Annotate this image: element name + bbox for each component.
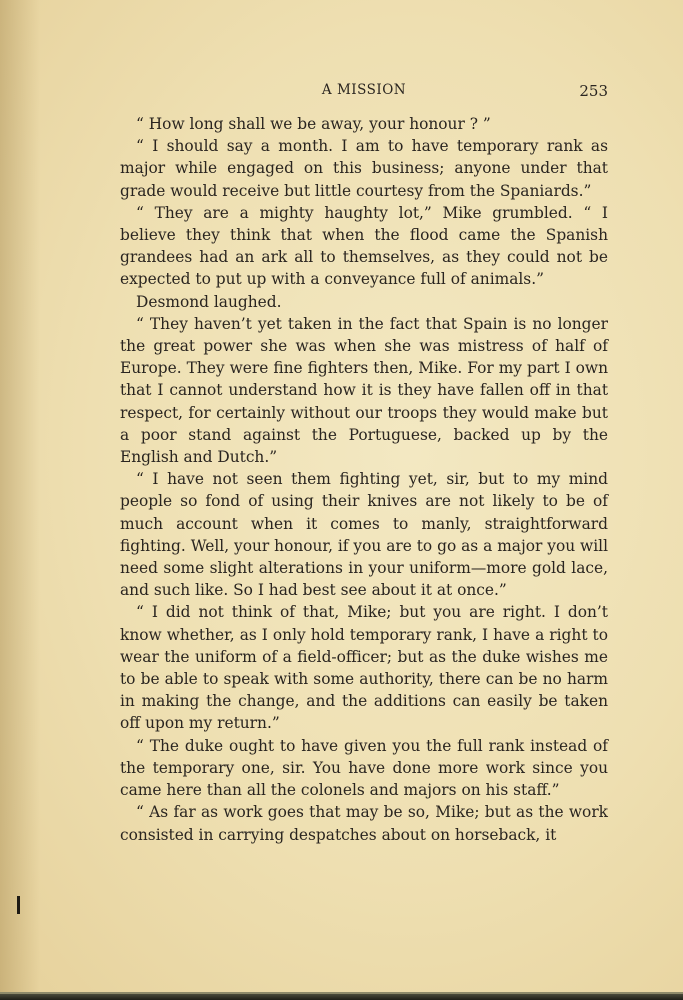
paragraph: “ I have not seen them fighting yet, sir, but to my mind people so fond of using their knives are not likely to be of much account when it comes to manly, straightforward fighting. Well, your honour, if you are to go as a major you will need some slight alterations in your uniform—more gold lace, and such like. So I had best see about it at once.”	[120, 470, 608, 600]
paragraph: “ They are a mighty haughty lot,” Mike grumbled. “ I believe they think that when the flood came the Spanish grandees had an ark all to themselves, as they could not be expected to put up with a conveyance full of animals.”	[120, 203, 608, 289]
margin-mark	[17, 896, 20, 914]
paragraph: Desmond laughed.	[136, 292, 282, 311]
paragraph: “ They haven’t yet taken in the fact that Spain is no longer the great power she was when she was mistress of half of Europe. They were fine fighters then, Mike. For my part I own that I cannot understand how it is they have fallen off in that respect, for certainly without our troops they would make but a poor stand against the Portuguese, backed up by the English and Dutch.”	[120, 314, 608, 467]
running-head	[120, 82, 608, 102]
paragraph: “ The duke ought to have given you the full rank instead of the temporary one, sir. You have done more work since you came here than all the colonels and majors on his staff.”	[120, 736, 608, 800]
paragraph: “ I did not think of that, Mike; but you are right. I don’t know whether, as I only hold temporary rank, I have a right to wear the uniform of a field-officer; but as the duke wishes me to be able to speak with some authority, there can be no harm in making the change, and the additions can easily be taken off upon my return.”	[120, 603, 608, 733]
body-text	[120, 113, 608, 846]
paragraph: “ As far as work goes that may be so, Mike; but as the work consisted in carrying despatches about on horseback, it	[120, 803, 608, 844]
paragraph: “ How long shall we be away, your honour ? ”	[136, 115, 491, 133]
scan-bottom-edge	[0, 994, 683, 1000]
gutter-shadow	[0, 0, 40, 1000]
running-title: A MISSION	[321, 82, 407, 98]
paragraph: “ I should say a month. I am to have temporary rank as major while engaged on this business; anyone under that grade would receive but little courtesy from the Spaniards.”	[120, 137, 608, 200]
page-number: 253	[579, 82, 608, 100]
